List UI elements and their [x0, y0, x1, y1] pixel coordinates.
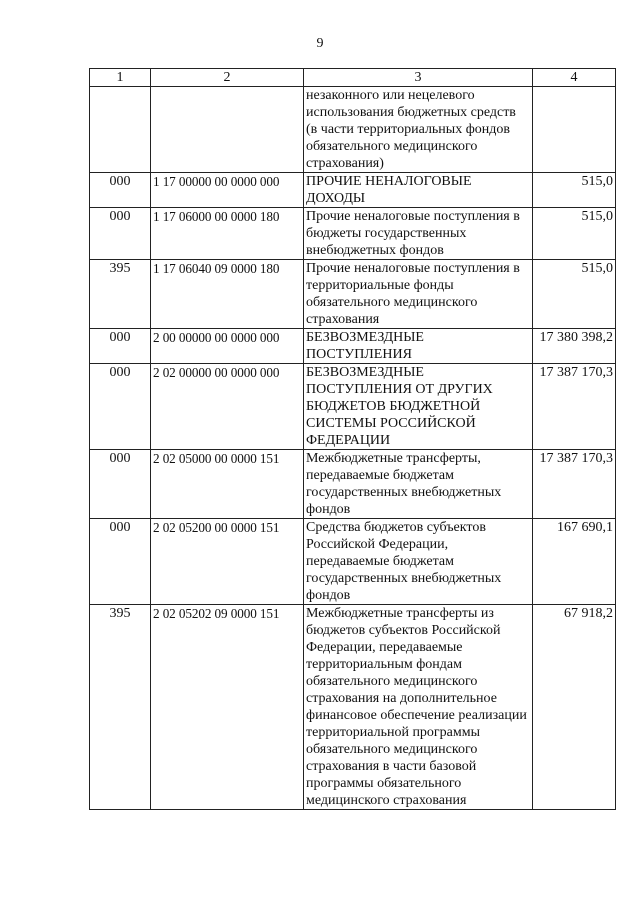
budget-code-cell: 1 17 06000 00 0000 180 [151, 208, 304, 260]
budget-code-cell: 2 02 05202 09 0000 151 [151, 605, 304, 810]
amount-cell: 17 380 398,2 [533, 329, 616, 364]
item-name-cell: Межбюджетные трансферты из бюджетов субъектов Российской Федерации, передаваемые территориальным фондам обязательного медицинского страхования на дополнительное финансовое обеспечение реализации территориальной программы обязательного медицинского страхования в части базовой программы обязательного медицинского страхования [304, 605, 533, 810]
admin-code-cell: 000 [90, 519, 151, 605]
table-row [90, 364, 616, 450]
page-number: 9 [316, 36, 324, 51]
item-name-cell: Прочие неналоговые поступления в бюджеты государственных внебюджетных фондов [304, 208, 533, 260]
admin-code-cell: 000 [90, 173, 151, 208]
amount-cell: 67 918,2 [533, 605, 616, 810]
column-header-4: 4 [533, 69, 616, 87]
budget-code-cell: 2 02 05200 00 0000 151 [151, 519, 304, 605]
table-row [90, 208, 616, 260]
item-name-cell: БЕЗВОЗМЕЗДНЫЕ ПОСТУПЛЕНИЯ [304, 329, 533, 364]
admin-code-cell [90, 87, 151, 173]
budget-code-cell: 1 17 00000 00 0000 000 [151, 173, 304, 208]
budget-code-cell: 2 02 00000 00 0000 000 [151, 364, 304, 450]
column-header-1: 1 [90, 69, 151, 87]
amount-cell: 515,0 [533, 208, 616, 260]
budget-code-cell: 1 17 06040 09 0000 180 [151, 260, 304, 329]
table-row [90, 260, 616, 329]
item-name-cell: незаконного или нецелевого использования бюджетных средств (в части территориальных фондов обязательного медицинского страхования) [304, 87, 533, 173]
admin-code-cell: 395 [90, 260, 151, 329]
admin-code-cell: 000 [90, 329, 151, 364]
table-row [90, 605, 616, 810]
admin-code-cell: 000 [90, 208, 151, 260]
item-name-cell: Межбюджетные трансферты, передаваемые бюджетам государственных внебюджетных фондов [304, 450, 533, 519]
item-name-cell: БЕЗВОЗМЕЗДНЫЕ ПОСТУПЛЕНИЯ ОТ ДРУГИХ БЮДЖЕТОВ БЮДЖЕТНОЙ СИСТЕМЫ РОССИЙСКОЙ ФЕДЕРАЦИИ [304, 364, 533, 450]
budget-code-cell: 2 00 00000 00 0000 000 [151, 329, 304, 364]
table-header-row [90, 69, 616, 87]
amount-cell: 17 387 170,3 [533, 364, 616, 450]
item-name-cell: ПРОЧИЕ НЕНАЛОГОВЫЕ ДОХОДЫ [304, 173, 533, 208]
table-row [90, 87, 616, 173]
table-row [90, 173, 616, 208]
budget-code-cell [151, 87, 304, 173]
admin-code-cell: 000 [90, 450, 151, 519]
table-row [90, 329, 616, 364]
amount-cell: 515,0 [533, 260, 616, 329]
table-row [90, 519, 616, 605]
item-name-cell: Прочие неналоговые поступления в территориальные фонды обязательного медицинского страхования [304, 260, 533, 329]
budget-code-cell: 2 02 05000 00 0000 151 [151, 450, 304, 519]
admin-code-cell: 000 [90, 364, 151, 450]
amount-cell [533, 87, 616, 173]
item-name-cell: Средства бюджетов субъектов Российской Федерации, передаваемые бюджетам государственных внебюджетных фондов [304, 519, 533, 605]
amount-cell: 515,0 [533, 173, 616, 208]
column-header-2: 2 [151, 69, 304, 87]
table-row [90, 450, 616, 519]
amount-cell: 17 387 170,3 [533, 450, 616, 519]
column-header-3: 3 [304, 69, 533, 87]
admin-code-cell: 395 [90, 605, 151, 810]
amount-cell: 167 690,1 [533, 519, 616, 605]
budget-table [89, 68, 616, 810]
